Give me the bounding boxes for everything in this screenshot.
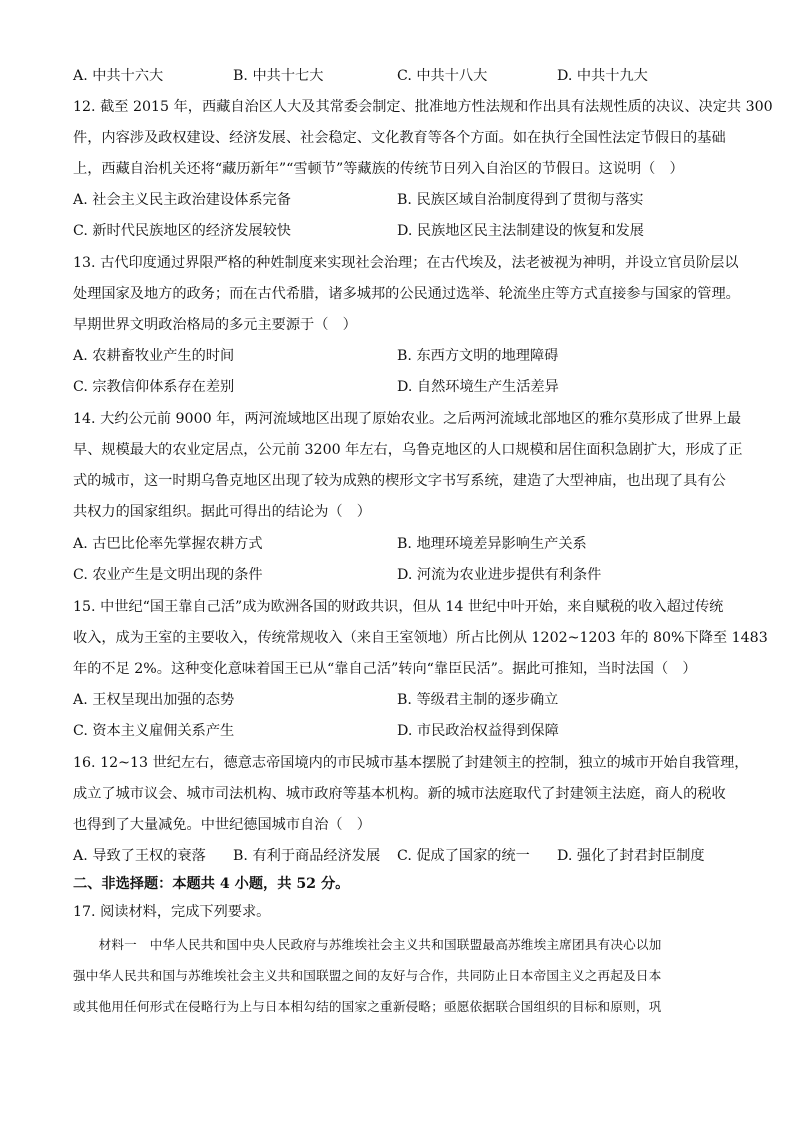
q16-option-c[interactable]: C. 促成了国家的统一 bbox=[397, 848, 530, 864]
q13-option-b[interactable]: B. 东西方文明的地理障碍 bbox=[397, 348, 559, 364]
q17-material-line-2: 强中华人民共和国与苏维埃社会主义共和国联盟之间的友好与合作，共同防止日本帝国主义之再起及日本 bbox=[73, 968, 662, 983]
q13-stem-line-2: 处理国家及地方的政务；而在古代希腊，诸多城邦的公民通过选举、轮流坐庄等方式直接参与国家的管理。 bbox=[73, 286, 740, 302]
q13-option-d[interactable]: D. 自然环境生产生活差异 bbox=[397, 379, 559, 395]
q14-stem-line-4: 共权力的国家组织。据此可得出的结论为（ ） bbox=[73, 504, 371, 520]
q12-option-b[interactable]: B. 民族区域自治制度得到了贯彻与落实 bbox=[397, 192, 644, 208]
q14-stem-line-1: 14. 大约公元前 9000 年，两河流域地区出现了原始农业。之后两河流域北部地区的雅尔莫形成了世界上最 bbox=[73, 411, 742, 427]
section-2-heading: 二、非选择题：本题共 4 小题，共 52 分。 bbox=[73, 876, 350, 892]
q13-stem-line-3: 早期世界文明政治格局的多元主要源于（ ） bbox=[73, 317, 357, 333]
q14-option-a[interactable]: A. 古巴比伦率先掌握农耕方式 bbox=[73, 536, 263, 552]
q16-option-b[interactable]: B. 有利于商品经济发展 bbox=[233, 848, 381, 864]
q15-option-d[interactable]: D. 市民政治权益得到保障 bbox=[397, 723, 559, 739]
q14-option-b[interactable]: B. 地理环境差异影响生产关系 bbox=[397, 536, 587, 552]
q16-stem-line-2: 成立了城市议会、城市司法机构、城市政府等基本机构。新的城市法庭取代了封建领主法庭，商人的税收 bbox=[73, 786, 726, 802]
q13-option-c[interactable]: C. 宗教信仰体系存在差别 bbox=[73, 379, 235, 395]
q16-stem-line-3: 也得到了大量减免。中世纪德国城市自治（ ） bbox=[73, 817, 371, 833]
q14-stem-line-3: 式的城市，这一时期乌鲁克地区出现了较为成熟的楔形文字书写系统，建造了大型神庙，也出现了具有公 bbox=[73, 473, 726, 489]
q15-option-a[interactable]: A. 王权呈现出加强的态势 bbox=[73, 692, 235, 708]
q12-option-c[interactable]: C. 新时代民族地区的经济发展较快 bbox=[73, 223, 291, 239]
q16-option-a[interactable]: A. 导致了王权的衰落 bbox=[73, 848, 206, 864]
q15-stem-line-3: 年的不足 2%。这种变化意味着国王已从“靠自己活”转向“靠臣民活”。据此可推知，当时法国（ ） bbox=[73, 661, 697, 677]
q11-option-c[interactable]: C. 中共十八大 bbox=[397, 68, 488, 84]
q15-option-c[interactable]: C. 资本主义雇佣关系产生 bbox=[73, 723, 235, 739]
q14-stem-line-2: 早、规模最大的农业定居点，公元前 3200 年左右，乌鲁克地区的人口规模和居住面积急剧扩大，形成了正 bbox=[73, 442, 743, 458]
q11-option-d[interactable]: D. 中共十九大 bbox=[557, 68, 648, 84]
q12-option-d[interactable]: D. 民族地区民主法制建设的恢复和发展 bbox=[397, 223, 644, 239]
q13-option-a[interactable]: A. 农耕畜牧业产生的时间 bbox=[73, 348, 235, 364]
q15-stem-line-2: 收入，成为王室的主要收入，传统常规收入（来自王室领地）所占比例从 1202~1203 年的 80%下降至 1483 bbox=[73, 630, 768, 646]
q11-option-a[interactable]: A. 中共十六大 bbox=[73, 68, 164, 84]
q16-stem-line-1: 16. 12~13 世纪左右，德意志帝国境内的市民城市基本摆脱了封建领主的控制，独立的城市开始自我管理， bbox=[73, 755, 749, 771]
q14-option-d[interactable]: D. 河流为农业进步提供有利条件 bbox=[397, 567, 602, 583]
q17-material-line-3: 或其他用任何形式在侵略行为上与日本相勾结的国家之重新侵略；亟愿依据联合国组织的目标和原则，巩 bbox=[73, 999, 662, 1014]
q15-option-b[interactable]: B. 等级君主制的逐步确立 bbox=[397, 692, 559, 708]
q11-option-b[interactable]: B. 中共十七大 bbox=[233, 68, 324, 84]
q13-stem-line-1: 13. 古代印度通过界限严格的种姓制度来实现社会治理；在古代埃及，法老被视为神明，并设立官员阶层以 bbox=[73, 255, 739, 271]
q12-stem-line-1: 12. 截至 2015 年，西藏自治区人大及其常委会制定、批准地方性法规和作出具有法规性质的决议、决定共 300 bbox=[73, 99, 773, 115]
q12-option-a[interactable]: A. 社会主义民主政治建设体系完备 bbox=[73, 192, 291, 208]
q16-option-d[interactable]: D. 强化了封君封臣制度 bbox=[557, 848, 705, 864]
q17-material-line-1: 材料一 中华人民共和国中央人民政府与苏维埃社会主义共和国联盟最高苏维埃主席团具有决心以加 bbox=[73, 937, 662, 952]
q12-stem-line-2: 件，内容涉及政权建设、经济发展、社会稳定、文化教育等各个方面。如在执行全国性法定节假日的基础 bbox=[73, 130, 726, 146]
q17-intro: 17. 阅读材料，完成下列要求。 bbox=[73, 904, 271, 920]
q14-option-c[interactable]: C. 农业产生是文明出现的条件 bbox=[73, 567, 263, 583]
q12-stem-line-3: 上，西藏自治机关还将“藏历新年”“雪顿节”等藏族的传统节日列入自治区的节假日。这说明（ ） bbox=[73, 161, 684, 177]
q15-stem-line-1: 15. 中世纪“国王靠自己活”成为欧洲各国的财政共识，但从 14 世纪中叶开始，来自赋税的收入超过传统 bbox=[73, 599, 724, 615]
